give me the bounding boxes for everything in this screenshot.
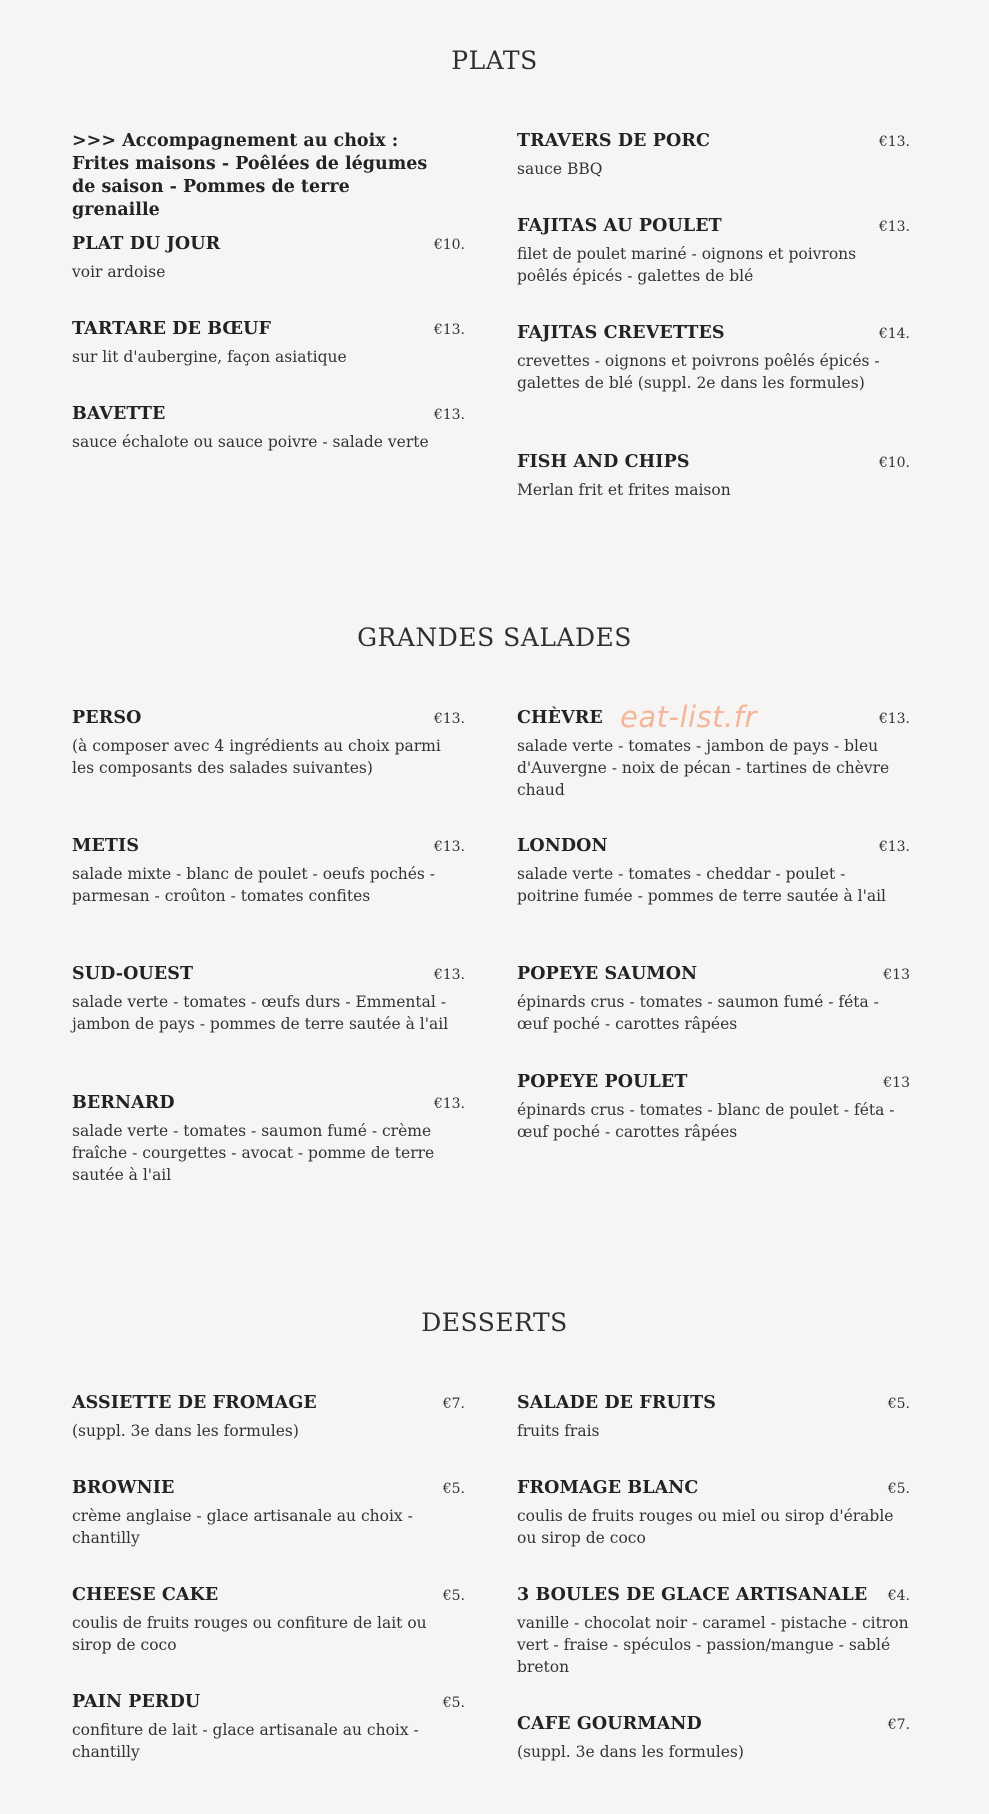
item-name: FROMAGE BLANC — [517, 1478, 699, 1498]
item-price: €7. — [887, 1717, 910, 1733]
item-name: BERNARD — [72, 1093, 175, 1113]
item-name: CAFE GOURMAND — [517, 1714, 702, 1734]
item-description: fruits frais — [517, 1422, 600, 1440]
menu-item — [517, 130, 910, 180]
item-price: €13 — [883, 967, 910, 983]
item-price: €7. — [442, 1396, 465, 1412]
item-description: salade verte - tomates - cheddar - poulet - poitrine fumée - pommes de terre sautée à l'ail — [517, 865, 887, 905]
menu-item — [72, 1092, 465, 1186]
item-name: CHÈVRE — [517, 708, 603, 728]
item-price: €5. — [442, 1481, 465, 1497]
menu-item — [72, 403, 465, 453]
item-price: €13. — [433, 1096, 465, 1112]
item-price: €10. — [433, 237, 465, 253]
menu-item — [72, 233, 465, 283]
section-title-grandes-salades: GRANDES SALADES — [357, 623, 632, 652]
watermark-logo: eat-list.fr — [620, 700, 757, 734]
item-name: TARTARE DE BŒUF — [72, 319, 272, 339]
item-description: voir ardoise — [72, 263, 166, 281]
item-description: coulis de fruits rouges ou confiture de lait ou sirop de coco — [72, 1614, 427, 1654]
menu-item — [72, 1691, 465, 1763]
item-price: €13. — [878, 219, 910, 235]
item-description: coulis de fruits rouges ou miel ou sirop d'érable ou sirop de coco — [517, 1507, 894, 1547]
item-description: salade verte - tomates - œufs durs - Emmental - jambon de pays - pommes de terre sautée à l'ail — [72, 993, 449, 1033]
item-price: €13. — [433, 407, 465, 423]
item-price: €13. — [878, 839, 910, 855]
item-description: salade verte - tomates - saumon fumé - crème fraîche - courgettes - avocat - pomme de terre sautée à l'ail — [72, 1122, 435, 1184]
item-name: LONDON — [517, 836, 608, 856]
item-description: épinards crus - tomates - blanc de poulet - féta - œuf poché - carottes râpées — [517, 1101, 895, 1141]
item-name: PERSO — [72, 708, 142, 728]
item-name: FAJITAS CREVETTES — [517, 323, 725, 343]
item-name: CHEESE CAKE — [72, 1585, 219, 1605]
item-price: €13. — [433, 839, 465, 855]
item-name: FISH AND CHIPS — [517, 452, 690, 472]
item-description: (suppl. 3e dans les formules) — [72, 1422, 299, 1440]
menu-item — [517, 1584, 910, 1678]
item-description: sur lit d'aubergine, façon asiatique — [72, 348, 347, 366]
item-price: €13. — [878, 134, 910, 150]
item-price: €13. — [878, 711, 910, 727]
item-name: METIS — [72, 836, 140, 856]
item-price: €13. — [433, 711, 465, 727]
menu-item — [72, 1584, 465, 1656]
item-name: PAIN PERDU — [72, 1692, 201, 1712]
item-description: confiture de lait - glace artisanale au choix - chantilly — [72, 1721, 419, 1761]
item-description: salade verte - tomates - jambon de pays - bleu d'Auvergne - noix de pécan - tartines de chèvre chaud — [517, 737, 890, 799]
item-price: €5. — [442, 1695, 465, 1711]
item-description: crevettes - oignons et poivrons poêlés épicés - galettes de blé (suppl. 2e dans les formules) — [517, 352, 880, 392]
item-description: salade mixte - blanc de poulet - oeufs pochés - parmesan - croûton - tomates confites — [72, 865, 436, 905]
menu-item — [517, 1392, 910, 1442]
item-name: ASSIETTE DE FROMAGE — [72, 1393, 317, 1413]
item-price: €13 — [883, 1075, 910, 1091]
item-name: 3 BOULES DE GLACE ARTISANALE — [517, 1585, 868, 1605]
item-price: €10. — [878, 455, 910, 471]
item-name: TRAVERS DE PORC — [517, 131, 711, 151]
item-description: sauce échalote ou sauce poivre - salade verte — [72, 433, 429, 451]
menu-item — [72, 707, 465, 779]
menu-item — [517, 1477, 910, 1549]
item-description: filet de poulet mariné - oignons et poivrons poêlés épicés - galettes de blé — [517, 245, 857, 285]
item-price: €13. — [433, 322, 465, 338]
menu-item — [517, 451, 910, 501]
item-price: €5. — [442, 1588, 465, 1604]
plats-intro-note: >>> Accompagnement au choix : Frites maisons - Poêlées de légumes de saison - Pommes de terre grenaille — [72, 131, 428, 220]
item-name: BAVETTE — [72, 404, 166, 424]
menu-item — [517, 322, 910, 394]
item-name: FAJITAS AU POULET — [517, 216, 722, 236]
item-name: SALADE DE FRUITS — [517, 1393, 716, 1413]
menu-item — [517, 963, 910, 1035]
item-description: (suppl. 3e dans les formules) — [517, 1743, 744, 1761]
item-name: PLAT DU JOUR — [72, 234, 221, 254]
menu-item — [72, 835, 465, 907]
item-price: €5. — [887, 1481, 910, 1497]
item-description: (à composer avec 4 ingrédients au choix parmi les composants des salades suivantes) — [72, 737, 441, 777]
item-description: crème anglaise - glace artisanale au choix - chantilly — [72, 1507, 413, 1547]
menu-item — [517, 707, 910, 801]
menu-item — [72, 1392, 465, 1442]
item-price: €14. — [878, 326, 910, 342]
item-description: épinards crus - tomates - saumon fumé - féta - œuf poché - carottes râpées — [517, 993, 879, 1033]
menu-item — [72, 963, 465, 1035]
item-name: POPEYE SAUMON — [517, 964, 698, 984]
item-name: SUD-OUEST — [72, 964, 194, 984]
section-title-plats: PLATS — [451, 46, 538, 75]
item-name: BROWNIE — [72, 1478, 175, 1498]
section-title-desserts: DESSERTS — [421, 1308, 568, 1337]
menu-item — [72, 318, 465, 368]
item-name: POPEYE POULET — [517, 1072, 688, 1092]
item-description: sauce BBQ — [517, 160, 603, 178]
menu-item — [517, 1071, 910, 1143]
menu-item — [517, 215, 910, 287]
menu-item — [517, 835, 910, 907]
item-description: vanille - chocolat noir - caramel - pistache - citron vert - fraise - spéculos - passion/mangue - sablé breton — [517, 1614, 909, 1676]
menu-item — [72, 1477, 465, 1549]
item-price: €5. — [887, 1396, 910, 1412]
item-price: €4. — [887, 1588, 910, 1604]
item-price: €13. — [433, 967, 465, 983]
menu-item — [517, 1713, 910, 1763]
item-description: Merlan frit et frites maison — [517, 481, 731, 499]
